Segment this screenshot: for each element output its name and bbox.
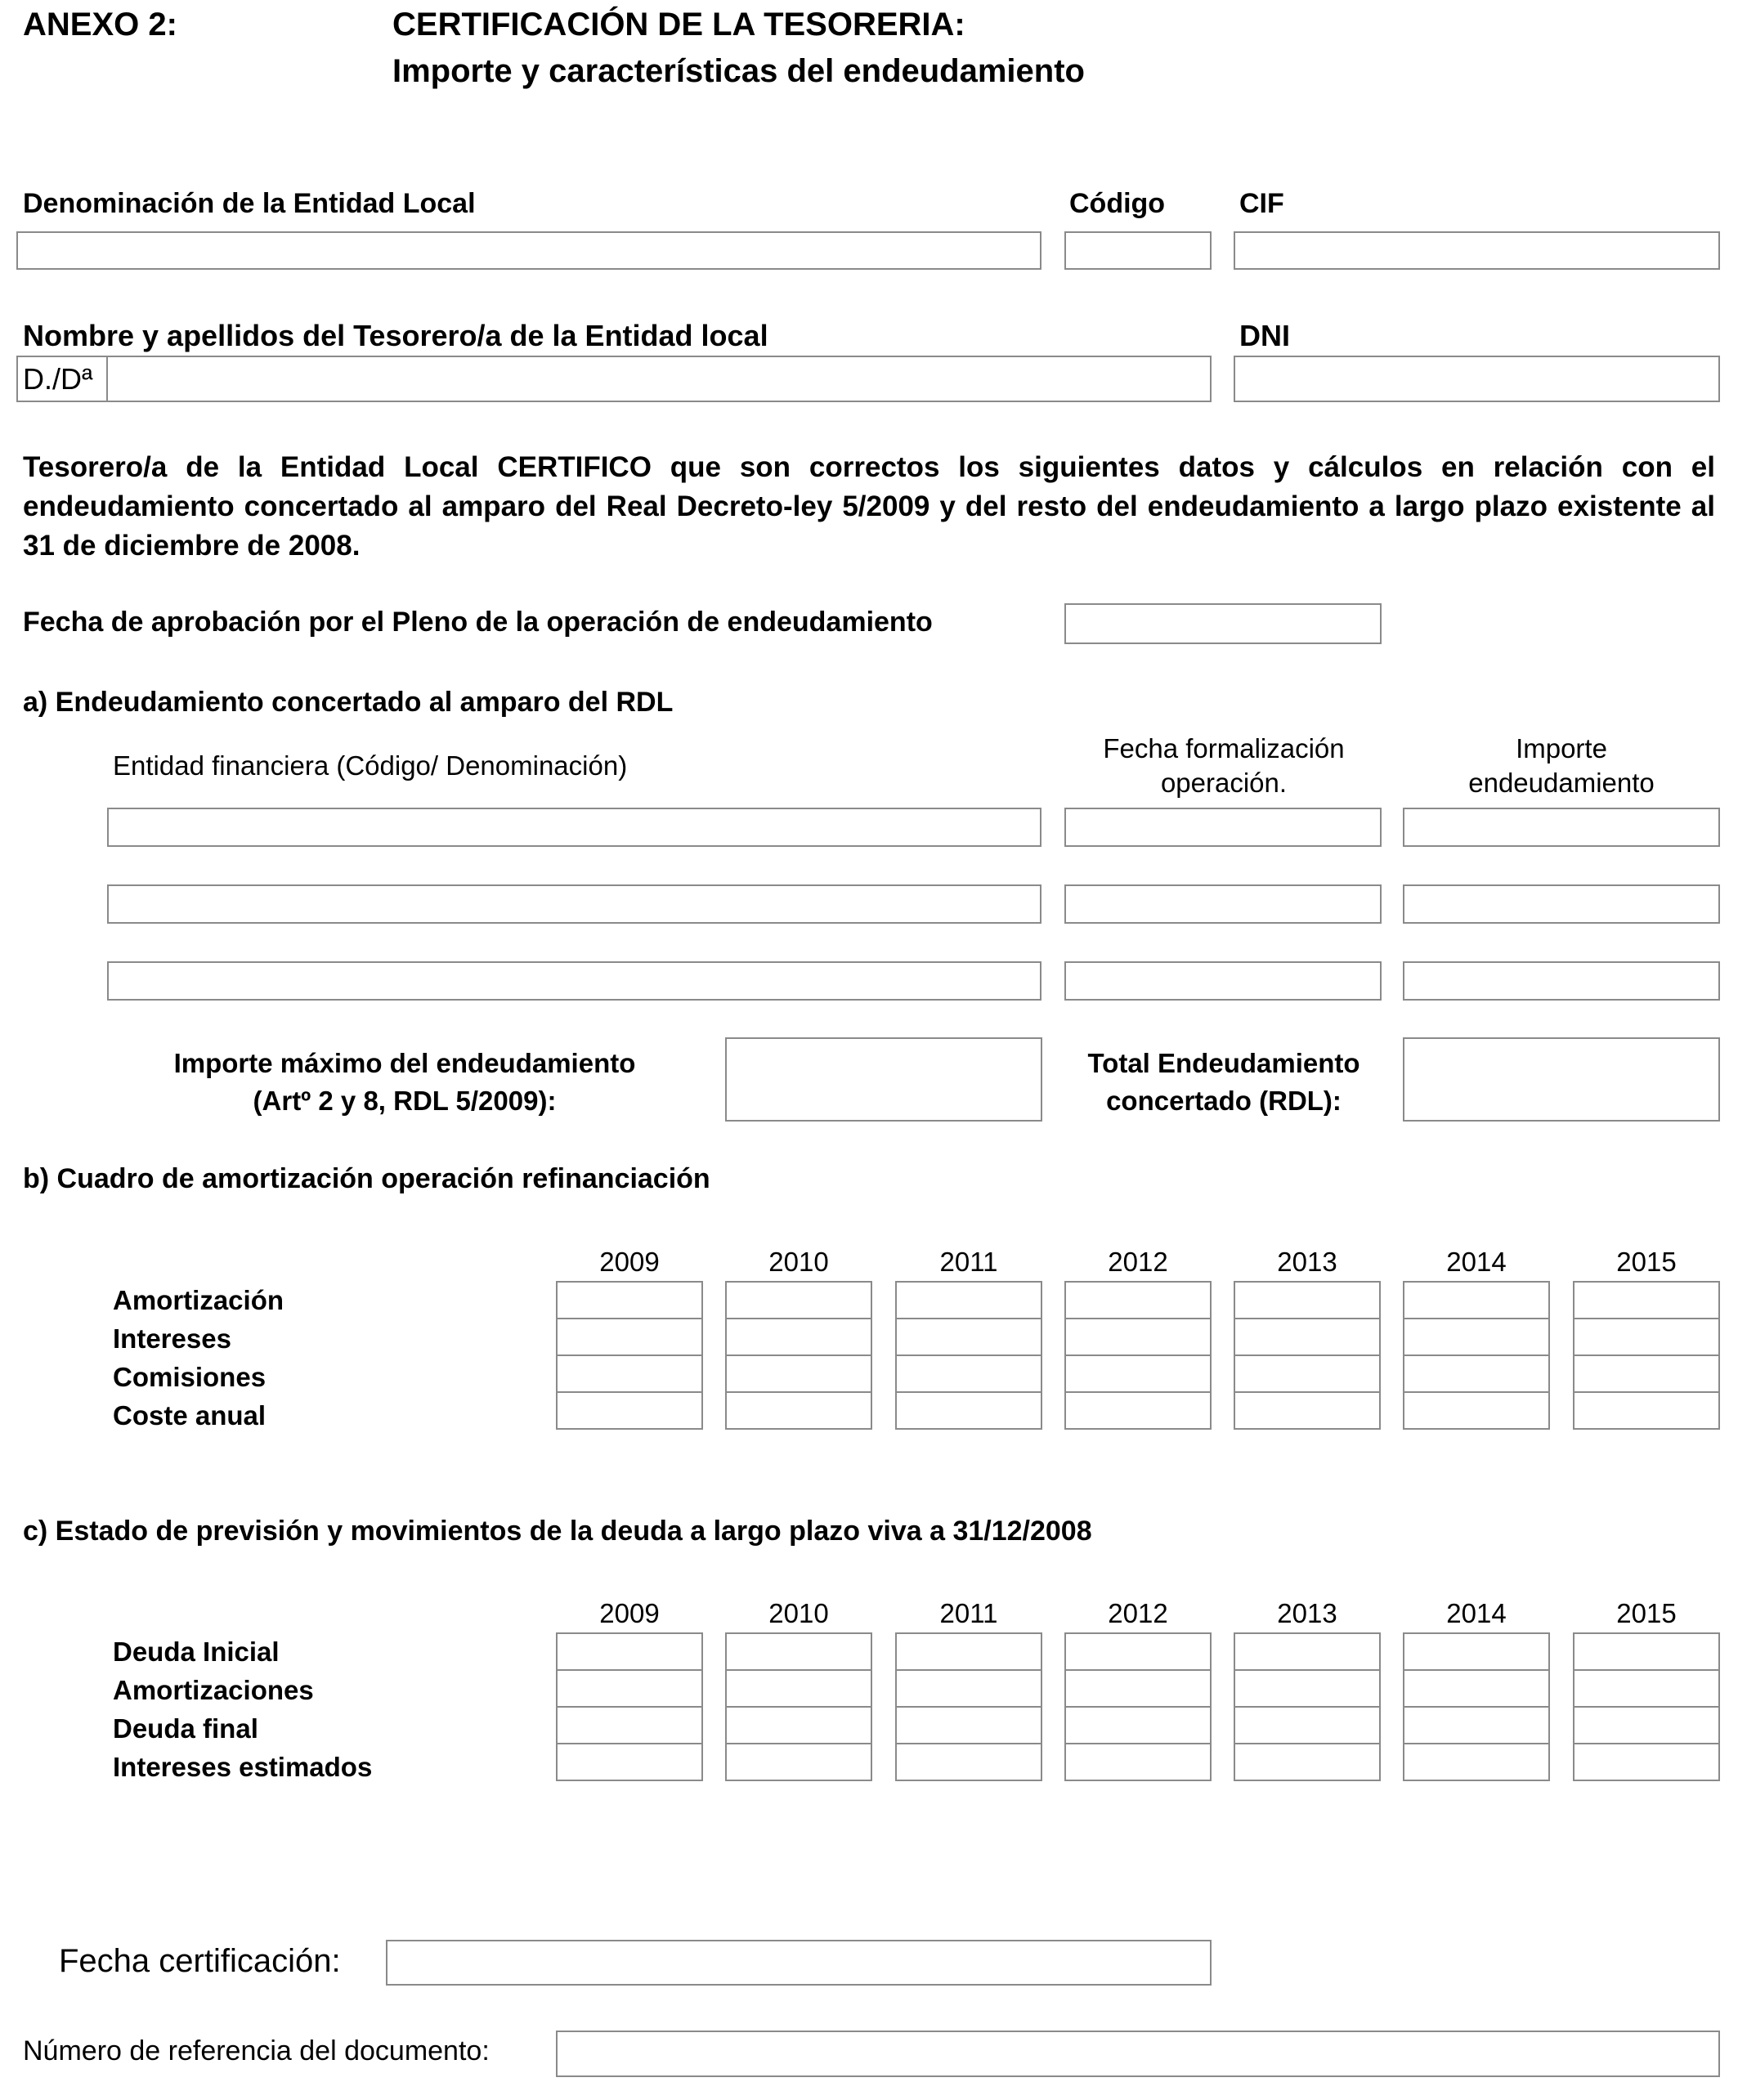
approval-date-field[interactable] [1064, 603, 1382, 644]
grid-cell[interactable] [1403, 1391, 1550, 1430]
grid-cell[interactable] [895, 1391, 1042, 1430]
grid-cell[interactable] [1234, 1706, 1381, 1744]
grid-cell[interactable] [725, 1318, 872, 1356]
grid-cell-input[interactable] [558, 1283, 701, 1318]
grid-cell-input[interactable] [1066, 1319, 1210, 1354]
loan-row-2-date-input[interactable] [1066, 886, 1380, 922]
grid-cell-input[interactable] [558, 1393, 701, 1428]
grid-cell-input[interactable] [727, 1393, 871, 1428]
grid-cell[interactable] [1403, 1354, 1550, 1393]
grid-cell[interactable] [895, 1706, 1042, 1744]
doc-ref-label: Número de referencia del documento: [23, 2035, 490, 2066]
grid-cell-input[interactable] [1404, 1744, 1548, 1780]
treasurer-dni-field[interactable] [1234, 356, 1720, 402]
grid-cell-input[interactable] [558, 1634, 701, 1669]
loan-row-1-date-input[interactable] [1066, 809, 1380, 845]
entity-name-field[interactable] [16, 231, 1041, 270]
grid-cell-input[interactable] [1066, 1708, 1210, 1743]
grid-cell-input[interactable] [1066, 1393, 1210, 1428]
grid-cell-input[interactable] [727, 1708, 871, 1743]
loan-row-3-entity[interactable] [107, 961, 1041, 1001]
grid-cell[interactable] [1064, 1632, 1212, 1671]
col-header-date [1064, 732, 1383, 800]
grid-cell-input[interactable] [1066, 1356, 1210, 1391]
loan-row-2-entity[interactable] [107, 884, 1041, 924]
grid-cell-input[interactable] [1404, 1708, 1548, 1743]
grid-cell[interactable] [895, 1281, 1042, 1319]
row-label-1: Intereses [113, 1323, 231, 1354]
grid-cell[interactable] [556, 1354, 703, 1393]
grid-cell[interactable] [556, 1318, 703, 1356]
grid-cell[interactable] [1403, 1318, 1550, 1356]
grid-cell-input[interactable] [1404, 1634, 1548, 1669]
row-label-3: Coste anual [113, 1400, 267, 1431]
grid-cell[interactable] [725, 1706, 872, 1744]
loan-row-2-amount-input[interactable] [1404, 886, 1718, 922]
entity-name-label: Denominación de la Entidad Local [23, 188, 476, 219]
cert-date-label: Fecha certificación: [59, 1943, 341, 1979]
max-debt-label-line2: (Artº 2 y 8, RDL 5/2009): [253, 1086, 557, 1116]
grid-cell-input[interactable] [1404, 1393, 1548, 1428]
grid-cell[interactable] [1403, 1706, 1550, 1744]
grid-cell[interactable] [1064, 1669, 1212, 1708]
col-header-amount-line2: endeudamiento [1468, 768, 1655, 798]
grid-cell[interactable] [1064, 1706, 1212, 1744]
grid-cell[interactable] [1573, 1706, 1720, 1744]
year-header-3: 2012 [1108, 1247, 1168, 1277]
grid-cell[interactable] [725, 1354, 872, 1393]
grid-cell[interactable] [1573, 1669, 1720, 1708]
total-debt-field[interactable] [1403, 1037, 1720, 1122]
grid-cell[interactable] [725, 1391, 872, 1430]
grid-cell-input[interactable] [897, 1393, 1041, 1428]
col-header-date-line2: operación. [1160, 768, 1288, 798]
grid-cell-input[interactable] [1404, 1283, 1548, 1318]
row-label-2: Deuda final [113, 1713, 258, 1744]
entity-code-label: Código [1069, 188, 1166, 219]
entity-cif-label: CIF [1239, 188, 1284, 219]
grid-cell[interactable] [1064, 1391, 1212, 1430]
grid-cell[interactable] [1573, 1391, 1720, 1430]
treasurer-dni-label: DNI [1239, 319, 1290, 352]
grid-cell-input[interactable] [897, 1744, 1041, 1780]
grid-cell[interactable] [1403, 1281, 1550, 1319]
section-a-title: a) Endeudamiento concertado al amparo del RDL [23, 687, 674, 718]
cert-date-input[interactable] [387, 1941, 1210, 1984]
year-header-1: 2010 [768, 1247, 829, 1277]
year-header-5: 2014 [1446, 1598, 1507, 1628]
grid-cell-input[interactable] [897, 1319, 1041, 1354]
grid-cell-input[interactable] [727, 1671, 871, 1706]
grid-cell-input[interactable] [897, 1283, 1041, 1318]
approval-date-input[interactable] [1066, 605, 1380, 643]
grid-cell[interactable] [895, 1318, 1042, 1356]
grid-cell[interactable] [1403, 1743, 1550, 1781]
grid-cell-input[interactable] [1235, 1708, 1379, 1743]
loan-row-2-amount[interactable] [1403, 884, 1720, 924]
grid-cell[interactable] [1573, 1281, 1720, 1319]
grid-cell-input[interactable] [1575, 1634, 1718, 1669]
grid-cell-input[interactable] [1575, 1356, 1718, 1391]
loan-row-1-amount[interactable] [1403, 808, 1720, 847]
loan-row-2-date[interactable] [1064, 884, 1382, 924]
treasurer-name-input[interactable] [110, 357, 1210, 401]
grid-cell[interactable] [1573, 1632, 1720, 1671]
grid-cell[interactable] [1573, 1743, 1720, 1781]
section-b-title: b) Cuadro de amortización operación refinanciación [23, 1163, 710, 1194]
grid-cell[interactable] [556, 1632, 703, 1671]
year-header-4: 2013 [1277, 1247, 1337, 1277]
grid-cell[interactable] [556, 1743, 703, 1781]
year-header-6: 2015 [1616, 1598, 1677, 1628]
year-header-6: 2015 [1616, 1247, 1677, 1277]
grid-cell-input[interactable] [1575, 1708, 1718, 1743]
grid-cell[interactable] [556, 1391, 703, 1430]
grid-cell-input[interactable] [1575, 1671, 1718, 1706]
grid-cell[interactable] [1234, 1391, 1381, 1430]
grid-cell[interactable] [1234, 1632, 1381, 1671]
grid-cell[interactable] [1064, 1743, 1212, 1781]
loan-row-3-amount[interactable] [1403, 961, 1720, 1001]
grid-cell-input[interactable] [727, 1356, 871, 1391]
col-header-entity: Entidad financiera (Código/ Denominación) [113, 750, 628, 781]
approval-date-label: Fecha de aprobación por el Pleno de la operación de endeudamiento [23, 607, 933, 638]
grid-cell[interactable] [1573, 1354, 1720, 1393]
year-header-0: 2009 [599, 1247, 660, 1277]
grid-cell[interactable] [895, 1743, 1042, 1781]
total-debt-input[interactable] [1404, 1039, 1718, 1120]
grid-cell[interactable] [725, 1281, 872, 1319]
year-header-3: 2012 [1108, 1598, 1168, 1628]
row-label-0: Amortización [113, 1285, 284, 1315]
total-debt-label-line2: concertado (RDL): [1106, 1086, 1342, 1116]
grid-cell[interactable] [1064, 1354, 1212, 1393]
row-label-3: Intereses estimados [113, 1752, 373, 1782]
grid-cell-input[interactable] [558, 1708, 701, 1743]
max-debt-input[interactable] [727, 1039, 1041, 1120]
grid-cell-input[interactable] [1066, 1671, 1210, 1706]
page-subtitle: Importe y características del endeudamiento [392, 53, 1085, 89]
grid-cell[interactable] [1403, 1632, 1550, 1671]
grid-cell-input[interactable] [727, 1744, 871, 1780]
grid-cell-input[interactable] [727, 1283, 871, 1318]
grid-cell[interactable] [1234, 1318, 1381, 1356]
grid-cell-input[interactable] [1575, 1283, 1718, 1318]
year-header-2: 2011 [939, 1247, 998, 1277]
col-header-amount [1402, 732, 1721, 800]
loan-row-2-entity-input[interactable] [109, 886, 1040, 922]
grid-cell[interactable] [1234, 1743, 1381, 1781]
grid-cell-input[interactable] [1235, 1356, 1379, 1391]
loan-row-1-amount-input[interactable] [1404, 809, 1718, 845]
row-label-0: Deuda Inicial [113, 1637, 280, 1667]
year-header-2: 2011 [939, 1598, 998, 1628]
annex-label: ANEXO 2: [23, 7, 177, 43]
grid-cell[interactable] [895, 1354, 1042, 1393]
loan-row-1-entity[interactable] [107, 808, 1041, 847]
grid-cell-input[interactable] [1235, 1393, 1379, 1428]
grid-cell-input[interactable] [558, 1744, 701, 1780]
cert-date-field[interactable] [386, 1940, 1212, 1986]
treasurer-name-field[interactable] [16, 356, 1212, 402]
grid-cell[interactable] [725, 1743, 872, 1781]
page-title: CERTIFICACIÓN DE LA TESORERIA: [392, 7, 965, 43]
loan-row-3-date[interactable] [1064, 961, 1382, 1001]
grid-cell[interactable] [1064, 1318, 1212, 1356]
grid-cell-input[interactable] [1404, 1356, 1548, 1391]
grid-cell-input[interactable] [1575, 1744, 1718, 1780]
loan-row-1-date[interactable] [1064, 808, 1382, 847]
col-header-amount-line1: Importe [1516, 733, 1607, 763]
entity-cif-input[interactable] [1235, 233, 1718, 268]
row-label-2: Comisiones [113, 1362, 267, 1392]
col-header-date-line1: Fecha formalización [1103, 733, 1345, 763]
max-debt-label-line1: Importe máximo del endeudamiento [173, 1048, 636, 1078]
loan-row-3-entity-input[interactable] [109, 963, 1040, 999]
treasurer-dni-input[interactable] [1235, 357, 1718, 401]
grid-cell-input[interactable] [1066, 1744, 1210, 1780]
year-header-4: 2013 [1277, 1598, 1337, 1628]
grid-cell-input[interactable] [897, 1634, 1041, 1669]
entity-cif-field[interactable] [1234, 231, 1720, 270]
grid-cell-input[interactable] [1066, 1634, 1210, 1669]
grid-cell-input[interactable] [1235, 1319, 1379, 1354]
grid-cell-input[interactable] [1066, 1283, 1210, 1318]
max-debt-label [155, 1045, 654, 1120]
loan-row-3-amount-input[interactable] [1404, 963, 1718, 999]
grid-cell-input[interactable] [558, 1671, 701, 1706]
grid-cell[interactable] [556, 1706, 703, 1744]
grid-cell-input[interactable] [558, 1319, 701, 1354]
year-header-1: 2010 [768, 1598, 829, 1628]
grid-cell[interactable] [1573, 1318, 1720, 1356]
section-c-title: c) Estado de previsión y movimientos de la deuda a largo plazo viva a 31/12/2008 [23, 1516, 1092, 1547]
grid-cell-input[interactable] [1235, 1744, 1379, 1780]
grid-cell-input[interactable] [727, 1319, 871, 1354]
grid-cell[interactable] [1064, 1281, 1212, 1319]
loan-row-1-entity-input[interactable] [109, 809, 1040, 845]
grid-cell-input[interactable] [897, 1708, 1041, 1743]
grid-cell-input[interactable] [1235, 1283, 1379, 1318]
grid-cell-input[interactable] [1404, 1319, 1548, 1354]
grid-cell-input[interactable] [1575, 1319, 1718, 1354]
grid-cell[interactable] [725, 1632, 872, 1671]
grid-cell-input[interactable] [897, 1356, 1041, 1391]
grid-cell[interactable] [556, 1669, 703, 1708]
grid-cell[interactable] [556, 1281, 703, 1319]
treasurer-prefix: D./Dª [18, 357, 108, 401]
max-debt-field[interactable] [725, 1037, 1042, 1122]
certification-statement: Tesorero/a de la Entidad Local CERTIFICO que son correctos los siguientes datos y cálculos en relación con el endeudamiento concertado al amparo del Real Decreto-ley 5/2009 y del resto del endeudamiento a largo plazo existente al 31 de diciembre de 2008. [23, 451, 1715, 562]
grid-cell-input[interactable] [727, 1634, 871, 1669]
loan-row-3-date-input[interactable] [1066, 963, 1380, 999]
grid-cell-input[interactable] [1575, 1393, 1718, 1428]
total-debt-label-line1: Total Endeudamiento [1087, 1048, 1360, 1078]
year-header-0: 2009 [599, 1598, 660, 1628]
entity-name-input[interactable] [18, 233, 1040, 268]
total-debt-label [1064, 1045, 1383, 1120]
grid-cell-input[interactable] [1235, 1671, 1379, 1706]
grid-cell[interactable] [1234, 1669, 1381, 1708]
year-header-5: 2014 [1446, 1247, 1507, 1277]
grid-cell[interactable] [1234, 1281, 1381, 1319]
entity-code-input[interactable] [1066, 233, 1210, 268]
doc-ref-field[interactable] [556, 2031, 1720, 2077]
row-label-1: Amortizaciones [113, 1675, 314, 1705]
treasurer-name-label: Nombre y apellidos del Tesorero/a de la Entidad local [23, 319, 768, 352]
grid-cell-input[interactable] [1235, 1634, 1379, 1669]
entity-code-field[interactable] [1064, 231, 1212, 270]
grid-cell[interactable] [895, 1669, 1042, 1708]
grid-cell[interactable] [1234, 1354, 1381, 1393]
grid-cell[interactable] [725, 1669, 872, 1708]
grid-cell-input[interactable] [897, 1671, 1041, 1706]
doc-ref-input[interactable] [558, 2032, 1718, 2075]
grid-cell-input[interactable] [1404, 1671, 1548, 1706]
grid-cell-input[interactable] [558, 1356, 701, 1391]
grid-cell[interactable] [1403, 1669, 1550, 1708]
grid-cell[interactable] [895, 1632, 1042, 1671]
